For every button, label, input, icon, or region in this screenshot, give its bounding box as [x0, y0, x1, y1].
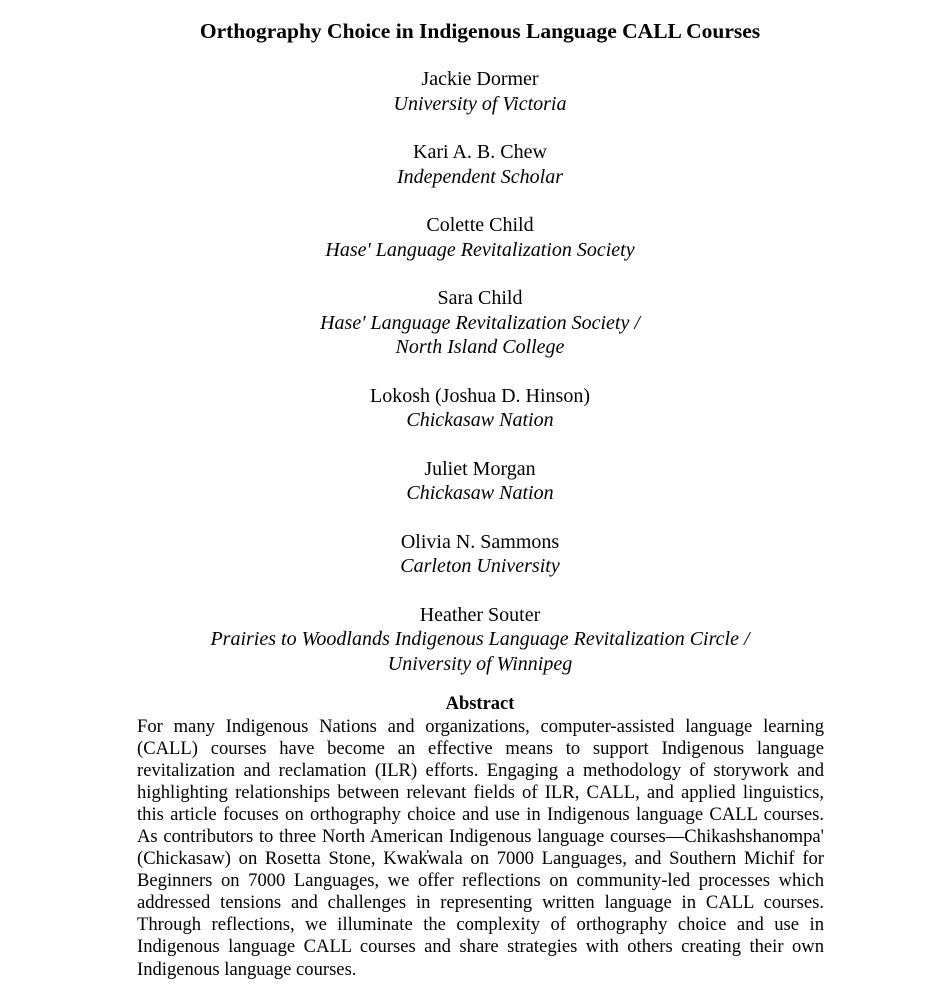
- author-affiliation: Hase' Language Revitalization Society: [325, 238, 635, 261]
- author-block: [0, 67, 933, 116]
- author-affiliation: Independent Scholar: [396, 165, 564, 188]
- author-name: Kari A. B. Chew: [413, 141, 547, 163]
- abstract-heading: Abstract: [445, 694, 515, 714]
- author-affiliation: Hase' Language Revitalization Society /: [320, 311, 640, 334]
- author-block: [0, 457, 933, 506]
- author-block: [0, 530, 933, 579]
- author-name: Lokosh (Joshua D. Hinson): [370, 384, 590, 407]
- author-name: Jackie Dormer: [421, 68, 539, 90]
- abstract-text: For many Indigenous Nations and organizations, computer-assisted language learning (CALL) courses have become an effective means to support Indigenous language revitalization and reclamation (ILR) efforts. Engaging a methodology of storywork and highlighting relationships between relevant fields of ILR, CALL, and applied linguistics, this article focuses on orthography choice and use in Indigenous language CALL courses. As contributors to three North American Indigenous language courses—Chikashshanompa' (Chickasaw) on Rosetta Stone, Kwak̓wala on 7000 Languages, and Southern Michif for Beginners on 7000 Languages, we offer reflections on community-led processes which addressed tensions and challenges in representing written language in CALL courses. Through reflections, we illuminate the complexity of orthography choice and use in Indigenous language CALL courses and share strategies with others creating their own Indigenous language courses.: [137, 716, 824, 980]
- author-affiliation: University of Winnipeg: [387, 652, 573, 675]
- author-block: [0, 213, 933, 262]
- author-name: Juliet Morgan: [424, 457, 536, 480]
- author-block: [0, 286, 933, 360]
- author-affiliation: Chickasaw Nation: [406, 482, 554, 504]
- author-affiliation: North Island College: [395, 336, 565, 358]
- author-affiliation: University of Victoria: [393, 92, 567, 115]
- author-block: [0, 140, 933, 189]
- author-affiliation: Carleton University: [400, 555, 560, 577]
- author-list: [0, 67, 933, 700]
- author-name: Olivia N. Sammons: [400, 530, 560, 553]
- author-block: [0, 384, 933, 433]
- author-name: Colette Child: [426, 214, 534, 236]
- author-block: [0, 603, 933, 677]
- author-affiliation: Chickasaw Nation: [406, 409, 554, 431]
- author-name: Sara Child: [437, 287, 523, 309]
- author-name: Heather Souter: [419, 603, 541, 626]
- paper-title: Orthography Choice in Indigenous Language CALL Courses: [199, 19, 761, 43]
- author-affiliation: Prairies to Woodlands Indigenous Language Revitalization Circle /: [210, 628, 750, 650]
